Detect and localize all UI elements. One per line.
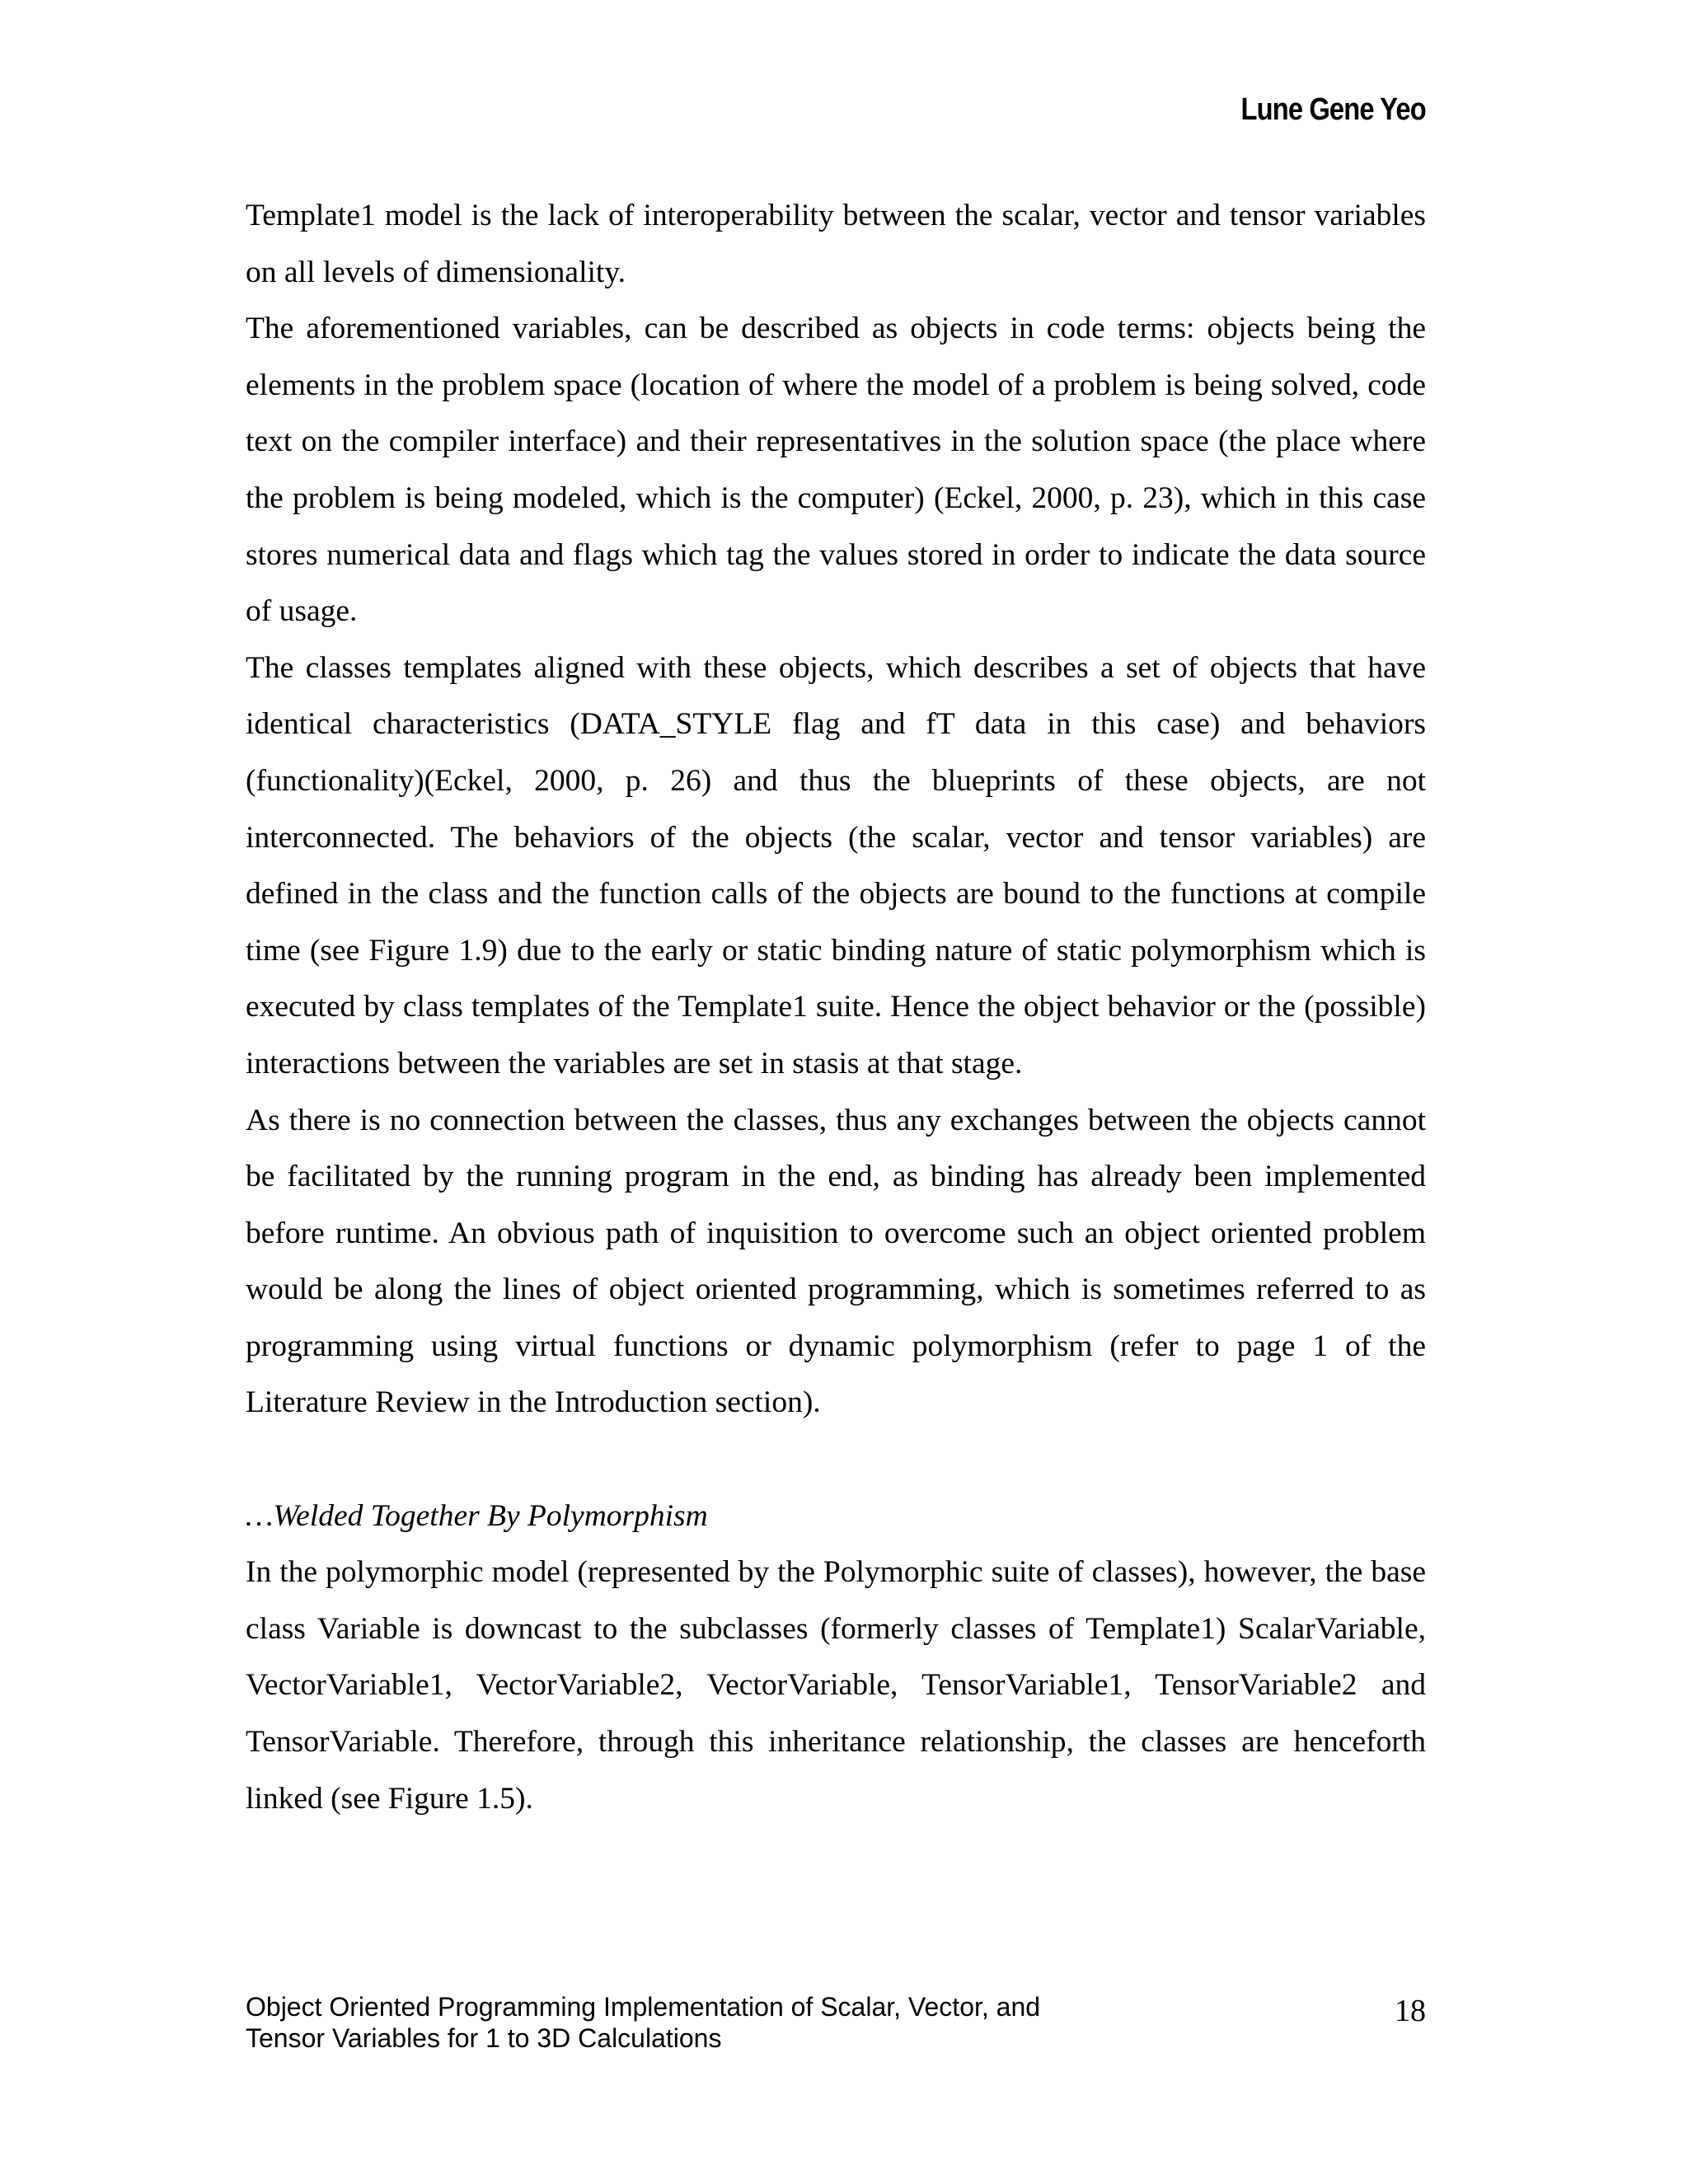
section-heading: …Welded Together By Polymorphism [246, 1498, 708, 1533]
footer-title-line: Tensor Variables for 1 to 3D Calculations [246, 2023, 722, 2053]
page-number: 18 [1395, 1994, 1426, 2028]
paragraph: Template1 model is the lack of interoperability between the scalar, vector and tensor variables on all levels of dimensionality. [246, 199, 1426, 289]
paragraph: The classes templates aligned with these objects, which describes a set of objects that have identical characteristics (DATA_STYLE flag and fT data in this case) and behaviors (functionality)(Eckel, 2000, p. 26) and thus the blueprints of these objects, are not interconnected. The behaviors of the objects (the scalar, vector and tensor variables) are defined in the class and the function calls of the objects are bound to the functions at compile time (see Figure 1.9) due to the early or static binding nature of static polymorphism which is executed by class templates of the Template1 suite. Hence the object behavior or the (possible) interactions between the variables are set in stasis at that stage. [246, 650, 1426, 1080]
body-text [246, 188, 1426, 1827]
footer-title-line: Object Oriented Programming Implementation of Scalar, Vector, and [246, 1992, 1041, 2022]
paragraph: As there is no connection between the classes, thus any exchanges between the objects cannot be facilitated by the running program in the end, as binding has already been implemented before runtime. An obvious path of inquisition to overcome such an object oriented problem would be along the lines of object oriented programming, which is sometimes referred to as programming using virtual functions or dynamic polymorphism (refer to page 1 of the Literature Review in the Introduction section). [246, 1103, 1426, 1420]
paragraph: In the polymorphic model (represented by the Polymorphic suite of classes), however, the base class Variable is downcast to the subclasses (formerly classes of Template1) ScalarVariable, VectorVariable1, VectorVariable2, VectorVariable, TensorVariable1, TensorVariable2 and TensorVariable. Therefore, through this inheritance relationship, the classes are henceforth linked (see Figure 1.5). [246, 1555, 1426, 1816]
footer-document-title [246, 1991, 1152, 2054]
paragraph: The aforementioned variables, can be described as objects in code terms: objects being the elements in the problem space (location of where the model of a problem is being solved, code text on the compiler interface) and their representatives in the solution space (the place where the problem is being modeled, which is the computer) (Eckel, 2000, p. 23), which in this case stores numerical data and flags which tag the values stored in order to indicate the data source of usage. [246, 312, 1426, 629]
running-header-author: Lune Gene Yeo [1240, 92, 1426, 127]
